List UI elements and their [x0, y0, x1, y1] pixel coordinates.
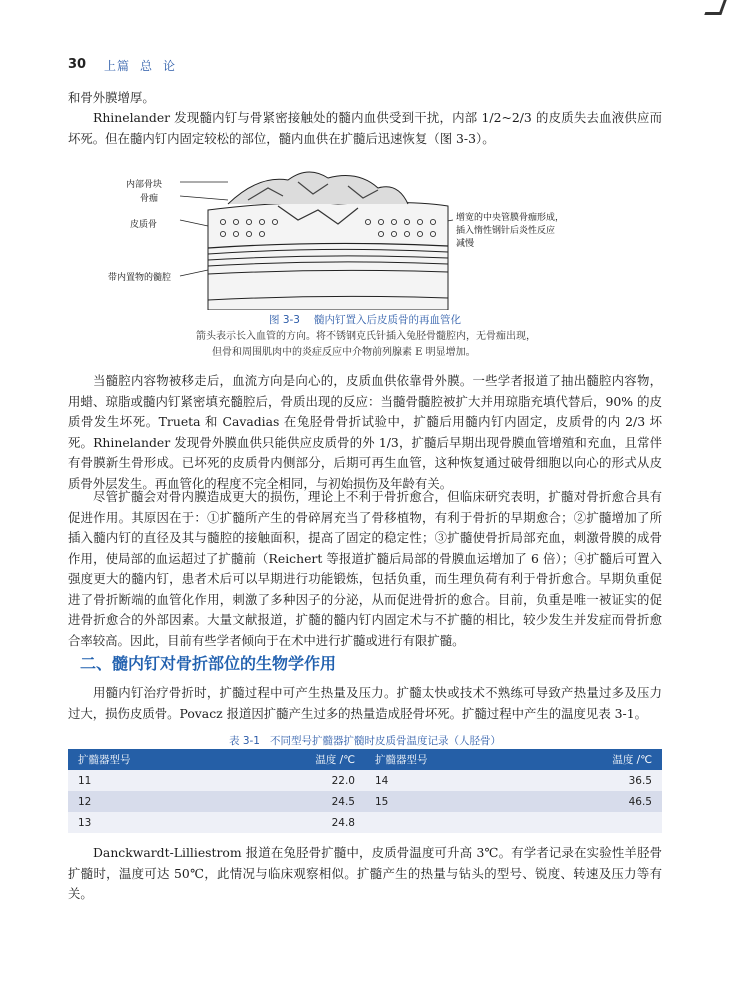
- header-model-1: 扩髓器型号: [68, 749, 192, 770]
- paragraph-reaming-benefits: 尽管扩髓会对骨内膜造成更大的损伤，理论上不利于骨折愈合，但临床研究表明，扩髓对骨折愈合具有促进作用。其原因在于：①扩髓所产生的骨碎屑充当了骨移植物，有利于骨折的早期愈合；②扩髓增加了所插入髓内钉的直径及其与髓腔的接触面积，提高了固定的稳定性；③扩髓使骨折局部充血，刺激骨膜的成骨作用，使局部的血运超过了扩髓前（Reichert 等报道扩髓后局部的骨膜血运增加了 6 倍）；④扩髓后可置入强度更大的髓内钉，患者术后可以早期进行功能锻炼，包括负重，而生理负荷有利于骨折愈合。早期负重促进了骨折断端的血管化作用，刺激了多种因子的分泌，从而促进骨折的愈合。目前，负重是唯一被证实的促进骨折愈合的外部因素。大量文献报道，扩髓的髓内钉内固定术与不扩髓的相比，较少发生并发症而骨折愈合率较高。因此，目前有些学者倾向于在术中进行扩髓或进行有限扩髓。: [68, 489, 662, 648]
- cell-temp: 46.5: [489, 791, 662, 812]
- cell-temp: 24.8: [192, 812, 365, 833]
- page-number: 30: [68, 57, 87, 72]
- paragraph-blood-flow: 当髓腔内容物被移走后，血流方向是向心的，皮质血供依靠骨外膜。一些学者报道了抽出髓腔内容物，用蜡、琼脂或髓内钉紧密填充髓腔后，骨质出现的反应：当髓骨髓腔被扩大并用琼脂充填代替后，90% 的皮质骨发生坏死。Trueta 和 Cavadias 在兔胫骨骨折试验中，扩髓后用髓内钉内固定，皮质骨的内 2/3 坏死。Rhinelander 发现骨外膜血供只能供应皮质骨的外 1/3，扩髓后早期出现骨膜血管增殖和充血，且常伴有骨膜新生骨形成。已坏死的皮质骨内侧部分，后期可再生血管，这种恢复通过破骨细胞以向心的形式从皮质骨外层发生。再血管化的程度不完全相同，与初始损伤及年龄有关。: [68, 373, 662, 491]
- label-right-note-3: 减慢: [456, 239, 475, 249]
- table-title: 不同型号扩髓器扩髓时皮质骨温度记录（人胫骨）: [270, 735, 501, 747]
- paragraph-continuation: 和骨外膜增厚。: [68, 90, 155, 105]
- label-right-note-2: 插入惰性钢针后炎性反应: [456, 226, 556, 236]
- table-header-row: [68, 749, 662, 770]
- running-head-title-1: 总: [140, 59, 154, 73]
- page-header: [68, 57, 668, 75]
- cell-temp: [489, 812, 662, 833]
- cell-temp: 24.5: [192, 791, 365, 812]
- table-number: 表 3-1: [229, 735, 260, 747]
- header-temp-1: 温度 /℃: [192, 749, 365, 770]
- label-callus: 骨痂: [140, 194, 159, 204]
- figure-title: 髓内钉置入后皮质骨的再血管化: [314, 314, 461, 326]
- table-row: [68, 791, 662, 812]
- table-row: [68, 812, 662, 833]
- cell-temp: 22.0: [192, 770, 365, 791]
- running-head: [104, 57, 186, 74]
- paragraph-rhinelander: Rhinelander 发现髓内钉与骨紧密接触处的髓内血供受到干扰，内部 1/2~2/3 的皮质失去血液供应而坏死。但在髓内钉内固定较松的部位，髓内血供在扩髓后迅速恢复（图 3-3）。: [68, 110, 662, 146]
- figure-note-line-2: 但骨和周围肌肉中的炎症反应中介物前列腺素 E 明显增加。: [212, 347, 476, 358]
- cell-model: 12: [68, 791, 192, 812]
- running-head-part: 上篇: [104, 59, 131, 73]
- figure-note-line-1: 箭头表示长入血管的方向。将不锈钢克氏针插入兔胫骨髓腔内，无骨痂出现，: [196, 331, 536, 342]
- header-temp-2: 温度 /℃: [489, 749, 662, 770]
- table-caption: [68, 733, 662, 748]
- label-medulla: 带内置物的髓腔: [108, 273, 172, 283]
- figure-3-3: [108, 160, 628, 310]
- section-title: 二、髓内钉对骨折部位的生物学作用: [80, 654, 337, 673]
- figure-caption: [68, 312, 662, 327]
- cell-model: 14: [365, 770, 489, 791]
- label-inner-fragment: 内部骨块: [126, 180, 163, 190]
- corner-mark: [704, 0, 726, 15]
- cell-model: 13: [68, 812, 192, 833]
- cell-temp: 36.5: [489, 770, 662, 791]
- running-head-title-2: 论: [163, 59, 177, 73]
- table-row: [68, 770, 662, 791]
- figure-number: 图 3-3: [269, 314, 300, 326]
- cell-model: 15: [365, 791, 489, 812]
- cell-model: 11: [68, 770, 192, 791]
- header-model-2: 扩髓器型号: [365, 749, 489, 770]
- temperature-table: [68, 749, 662, 833]
- paragraph-danckwardt: Danckwardt-Lilliestrom 报道在兔胫骨扩髓中，皮质骨温度可升高 3℃。有学者记录在实验性羊胫骨扩髓时，温度可达 50℃，此情况与临床观察相似。扩髓产生的热量与钻头的型号、锐度、转速及压力等有关。: [68, 845, 662, 901]
- paragraph-reaming-heat: 用髓内钉治疗骨折时，扩髓过程中可产生热量及压力。扩髓太快或技术不熟练可导致产热量过多及压力过大，损伤皮质骨。Povacz 报道因扩髓产生过多的热量造成胫骨坏死。扩髓过程中产生的温度见表 3-1。: [68, 685, 662, 721]
- label-right-note-1: 增宽的中央管膜骨痂形成，: [456, 213, 565, 223]
- label-cortex: 皮质骨: [130, 220, 158, 230]
- cell-model: [365, 812, 489, 833]
